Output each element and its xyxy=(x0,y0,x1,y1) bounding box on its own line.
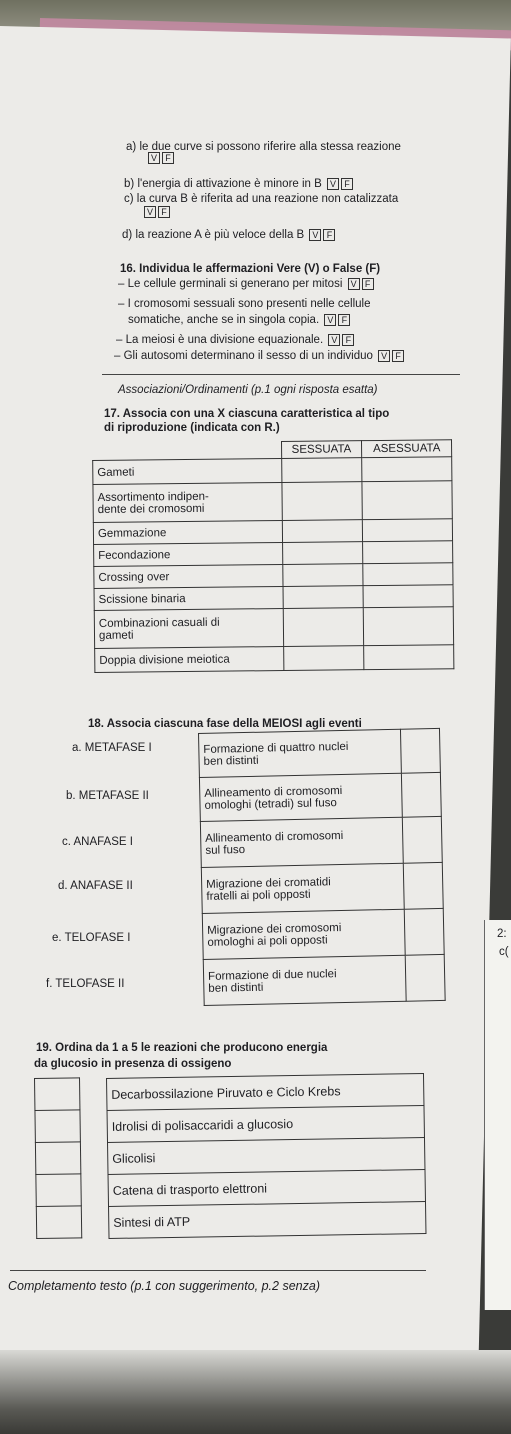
q16-item-2b: somatiche, anche se in singola copia. V F xyxy=(128,314,350,327)
margin-fragment: 2: xyxy=(497,928,507,940)
reaction-item: Idrolisi di polisaccaridi a glucosio xyxy=(107,1106,424,1143)
col-asessuata: ASESSUATA xyxy=(362,440,452,458)
q16-item-3: – La meiosi è una divisione equazionale. V F xyxy=(116,334,354,347)
true-box[interactable]: V xyxy=(309,229,321,241)
q17-title-1: 17. Associa con una X ciascuna caratteristica al tipo xyxy=(104,408,390,420)
order-box[interactable] xyxy=(36,1174,81,1207)
event-label: Formazione di quattro nuclei ben distinti xyxy=(199,729,402,777)
q17-table xyxy=(92,439,454,673)
answer-cell[interactable] xyxy=(363,519,453,542)
row-label: Gameti xyxy=(93,459,282,485)
q19-title-2: da glucosio in presenza di ossigeno xyxy=(34,1058,232,1070)
answer-cell[interactable] xyxy=(363,585,453,608)
margin-fragment: c( xyxy=(499,946,509,958)
true-box[interactable]: V xyxy=(378,350,390,362)
answer-cell[interactable] xyxy=(362,481,452,520)
divider xyxy=(10,1270,426,1271)
answer-cell[interactable] xyxy=(363,563,453,586)
row-label: Combinazioni casuali di gameti xyxy=(94,609,283,649)
reaction-item: Decarbossilazione Piruvato e Ciclo Krebs xyxy=(107,1074,424,1111)
false-box[interactable]: F xyxy=(362,278,374,290)
section-completion: Completamento testo (p.1 con suggerimento, p.2 senza) xyxy=(8,1279,320,1293)
q19-order-boxes xyxy=(34,1077,82,1239)
answer-cell[interactable] xyxy=(400,728,440,773)
reaction-item: Sintesi di ATP xyxy=(109,1201,426,1238)
q18-events-table xyxy=(198,728,446,1006)
reaction-item: Glicolisi xyxy=(108,1138,425,1175)
true-box[interactable]: V xyxy=(328,334,340,346)
false-box[interactable]: F xyxy=(341,178,353,190)
false-box[interactable]: F xyxy=(162,152,174,164)
col-sessuata: SESSUATA xyxy=(281,441,362,459)
phase-d: d. ANAFASE II xyxy=(58,880,133,892)
false-box[interactable]: F xyxy=(158,206,170,218)
phase-b: b. METAFASE II xyxy=(66,790,149,802)
phase-a: a. METAFASE I xyxy=(72,742,152,754)
order-box[interactable] xyxy=(35,1142,80,1175)
event-label: Formazione di due nuclei ben distinti xyxy=(203,955,406,1005)
q16-item-1: – Le cellule germinali si generano per mitosi V F xyxy=(118,278,374,291)
answer-cell[interactable] xyxy=(363,607,453,646)
answer-cell[interactable] xyxy=(364,645,454,670)
answer-cell[interactable] xyxy=(401,772,441,817)
reaction-item: Catena di trasporto elettroni xyxy=(108,1170,425,1207)
q16-item-4: – Gli autosomi determinano il sesso di un individuo V F xyxy=(114,350,404,363)
section-assoc: Associazioni/Ordinamenti (p.1 ogni risposta esatta) xyxy=(118,384,378,396)
row-label: Crossing over xyxy=(94,565,283,589)
answer-cell[interactable] xyxy=(403,862,443,909)
order-box[interactable] xyxy=(35,1110,80,1143)
phase-c: c. ANAFASE I xyxy=(62,836,133,848)
phase-e: e. TELOFASE I xyxy=(52,932,131,944)
answer-cell[interactable] xyxy=(402,816,442,863)
phase-f: f. TELOFASE II xyxy=(46,978,125,990)
answer-cell[interactable] xyxy=(282,520,363,543)
answer-cell[interactable] xyxy=(281,482,362,521)
answer-cell[interactable] xyxy=(363,541,453,564)
answer-cell[interactable] xyxy=(282,542,363,565)
false-box[interactable]: F xyxy=(392,350,404,362)
false-box[interactable]: F xyxy=(342,334,354,346)
answer-cell[interactable] xyxy=(283,646,364,671)
q16-title: 16. Individua le affermazioni Vere (V) o False (F) xyxy=(120,263,381,275)
row-label: Fecondazione xyxy=(94,543,283,567)
order-box[interactable] xyxy=(35,1078,80,1111)
tf-item-c: c) la curva B è riferita ad una reazione non catalizzata xyxy=(124,193,399,205)
tf-boxes-c xyxy=(142,206,170,219)
true-box[interactable]: V xyxy=(348,278,360,290)
answer-cell[interactable] xyxy=(283,586,364,609)
q19-title-1: 19. Ordina da 1 a 5 le reazioni che producono energia xyxy=(36,1042,328,1054)
answer-cell[interactable] xyxy=(283,608,364,647)
row-label: Gemmazione xyxy=(93,521,282,545)
answer-cell[interactable] xyxy=(362,457,452,482)
row-label: Doppia divisione meiotica xyxy=(95,647,284,673)
background-bottom xyxy=(0,1350,511,1434)
answer-cell[interactable] xyxy=(404,908,444,955)
true-box[interactable]: V xyxy=(324,314,336,326)
q16-item-2: – I cromosomi sessuali sono presenti nelle cellule xyxy=(118,298,371,310)
order-box[interactable] xyxy=(36,1206,81,1239)
adjacent-page-edge xyxy=(484,920,511,1310)
divider xyxy=(102,374,460,375)
row-label: Assortimento indipen- dente dei cromosomi xyxy=(93,483,282,523)
answer-cell[interactable] xyxy=(281,458,362,483)
answer-cell[interactable] xyxy=(405,954,445,1001)
row-label: Scissione binaria xyxy=(94,587,283,611)
q18-title: 18. Associa ciascuna fase della MEIOSI agli eventi xyxy=(88,718,362,730)
tf-boxes-a xyxy=(146,152,174,165)
event-label: Allineamento di cromosomi sul fuso xyxy=(200,817,403,867)
tf-item-d: d) la reazione A è più veloce della B V F xyxy=(122,229,335,242)
event-label: Migrazione dei cromosomi omologhi ai poli opposti xyxy=(202,909,405,959)
true-box[interactable]: V xyxy=(148,152,160,164)
q19-reactions xyxy=(106,1073,426,1239)
tf-item-b: b) l'energia di attivazione è minore in B V F xyxy=(124,178,353,191)
true-box[interactable]: V xyxy=(327,178,339,190)
false-box[interactable]: F xyxy=(338,314,350,326)
q17-title-2: di riproduzione (indicata con R.) xyxy=(104,422,280,434)
tf-item-a: a) le due curve si possono riferire alla stessa reazione xyxy=(126,141,401,153)
event-label: Allineamento di cromosomi omologhi (tetradi) sul fuso xyxy=(199,773,402,821)
true-box[interactable]: V xyxy=(144,206,156,218)
false-box[interactable]: F xyxy=(323,229,335,241)
answer-cell[interactable] xyxy=(282,564,363,587)
event-label: Migrazione dei cromatidi fratelli ai poli opposti xyxy=(201,863,404,913)
